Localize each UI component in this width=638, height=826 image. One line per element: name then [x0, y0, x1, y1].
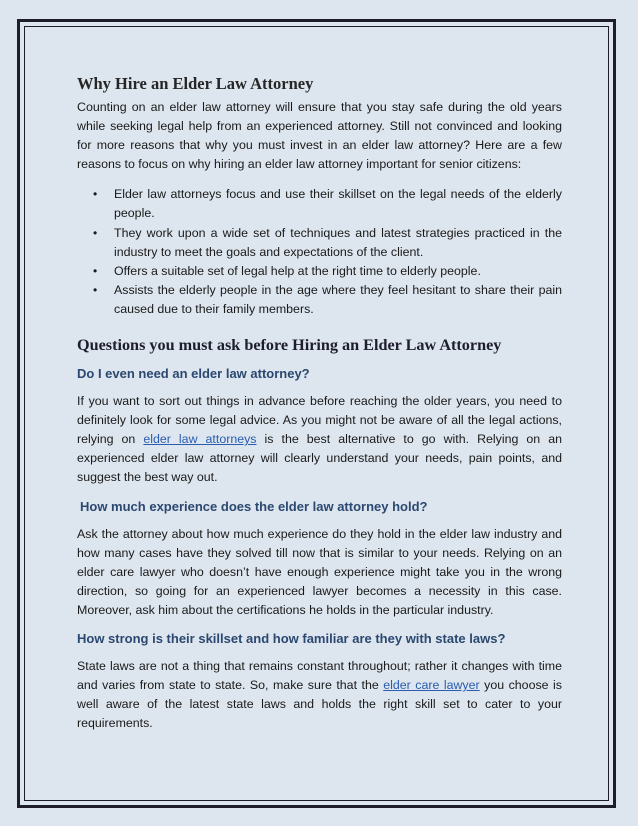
- bullet-icon: •: [93, 187, 98, 202]
- reasons-list: [77, 185, 562, 319]
- list-item: • Elder law attorneys focus and use their skillset on the legal needs of the elderly people.: [93, 187, 562, 221]
- list-item: • They work upon a wide set of techniques and latest strategies practiced in the industry to meet the goals and expectations of the client.: [93, 225, 562, 259]
- question-heading-1: Do I even need an elder law attorney?: [77, 366, 310, 382]
- question-heading-2: How much experience does the elder law attorney hold?: [80, 498, 428, 514]
- list-item: • Offers a suitable set of legal help at the right time to elderly people.: [114, 262, 562, 281]
- document-content: [77, 74, 562, 733]
- question-answer-1: If you want to sort out things in advance before reaching the older years, you need to definitely look for some legal advice. As you might not be aware of all the legal actions, relying on elder law attorneys is the best alternative to go with. Relying on an experienced elder law attorney will clearly understand your needs, pain points, and suggest the best way out.: [77, 394, 563, 485]
- elder-law-attorneys-link[interactable]: elder law attorneys: [143, 432, 257, 447]
- bullet-icon: •: [93, 282, 98, 297]
- section-heading: Questions you must ask before Hiring an Elder Law Attorney: [77, 336, 502, 355]
- question-answer-2: Ask the attorney about how much experience do they hold in the elder law industry and how many cases have they solved till now that is similar to your needs. Relying on an elder care lawyer who doesn’t have enough experience might take you in the wrong direction, so going for an experienced lawyer becomes a necessity in this case. Moreover, ask him about the certifications he holds in the particular industry.: [77, 526, 562, 617]
- page-title: Why Hire an Elder Law Attorney: [77, 74, 314, 93]
- question-heading-3: How strong is their skillset and how familiar are they with state laws?: [77, 630, 506, 646]
- intro-paragraph: Counting on an elder law attorney will ensure that you stay safe during the old years while seeking legal help from an experienced attorney. Still not convinced and looking for more reasons that why you must invest in an elder law attorney? Here are a few reasons to focus on why hiring an elder law attorney important for senior citizens:: [77, 100, 562, 172]
- bullet-icon: •: [93, 225, 98, 240]
- list-item: • Assists the elderly people in the age where they feel hesitant to share their pain caused due to their family members.: [93, 282, 562, 316]
- bullet-icon: •: [93, 263, 98, 278]
- elder-care-lawyer-link[interactable]: elder care lawyer: [383, 678, 480, 693]
- question-answer-3: State laws are not a thing that remains constant throughout; rather it changes with time and varies from state to state. So, make sure that the elder care lawyer you choose is well aware of the latest state laws and holds the right skill set to cater to your requirements.: [77, 658, 562, 731]
